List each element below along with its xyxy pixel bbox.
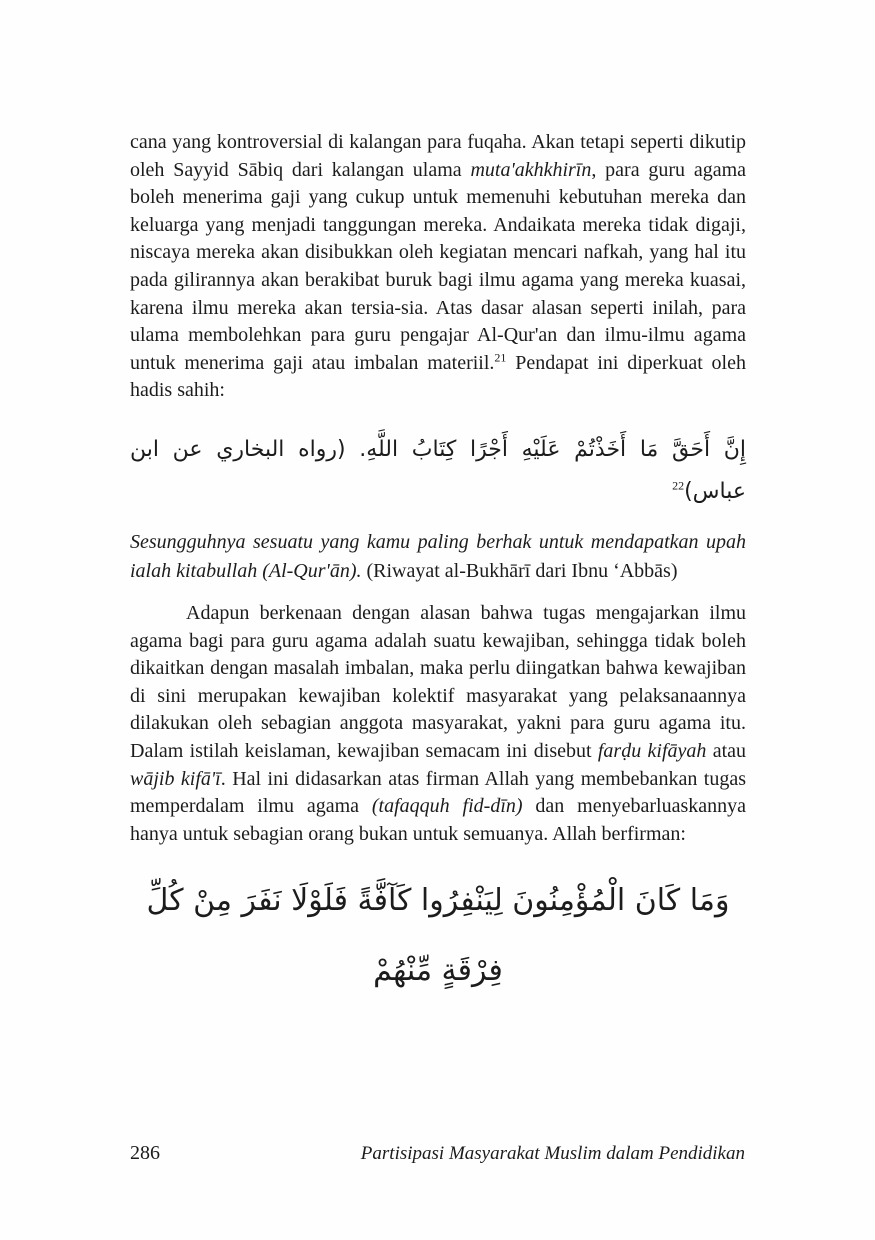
hadith-arabic-line-2-text: عباس) <box>684 478 746 504</box>
paragraph-2 <box>130 600 746 848</box>
hadith-arabic-line-2 <box>130 471 746 513</box>
footnote-ref-21: 21 <box>494 350 507 365</box>
hadith-translation-source: (Riwayat al-Bukhārī dari Ibnu ‘Abbās) <box>361 560 678 583</box>
paragraph-1-text: Pendapat ini diperkuat oleh hadis sahih: <box>130 351 746 402</box>
running-title: Partisipasi Masyarakat Muslim dalam Pendidikan <box>360 1143 745 1164</box>
text-block <box>130 129 746 1006</box>
paragraph-2-text: Adapun berkenaan dengan alasan bahwa tugas mengajarkan ilmu agama bagi para guru agama adalah suatu kewajiban, sehingga tidak boleh dikaitkan dengan masalah imbalan, maka perlu diingatkan bahwa kewajiban di sini merupakan kewajiban kolektif masyarakat yang pelaksanaannya dilakukan oleh sebagian anggota masyarakat, yakni para guru agama itu. Dalam istilah keislaman, kewajiban semacam ini disebut <box>130 601 746 762</box>
paragraph-1-italic-term: muta'akhkhirīn <box>470 158 592 181</box>
paragraph-1 <box>130 129 746 405</box>
hadith-arabic-line-1: إِنَّ أَحَقَّ مَا أَخَذْتُمْ عَلَيْهِ أَجْرًا كِتَابُ اللَّهِ. (رواه البخاري عن ابن <box>130 436 746 462</box>
paragraph-2-text: . Hal ini didasarkan atas firman Allah yang membebankan tugas memperdalam ilmu agama <box>130 767 746 818</box>
hadith-translation <box>130 528 746 587</box>
paragraph-2-text: dan menyebarluaskannya hanya untuk sebagian orang bukan untuk semuanya. Allah berfirman: <box>130 795 746 845</box>
paragraph-2-italic-term: wājib kifā'ī <box>130 767 221 790</box>
footnote-ref-22: 22 <box>672 478 685 493</box>
paragraph-1-text: , para guru agama boleh menerima gaji yang cukup untuk memenuhi kebutuhan mereka dan keluarga yang menjadi tanggungan mereka. Andaikata mereka tidak digaji, niscaya mereka akan disibukkan oleh kegiatan mencari nafkah, yang hal itu pada gilirannya akan berakibat buruk bagi ilmu agama yang mereka kuasai, karena ilmu mereka akan tersia-sia. Atas dasar alasan seperti inilah, para ulama membolehkan para guru pengajar Al-Qur'an dan ilmu-ilmu agama untuk menerima gaji atau imbalan materiil. <box>130 158 747 374</box>
paragraph-2-italic-term: farḍu kifāyah <box>597 739 707 762</box>
hadith-arabic <box>130 429 746 513</box>
paragraph-1-text: cana yang kontroversial di kalangan para fuqaha. Akan tetapi seperti dikutip oleh Sayyid Sābiq dari kalangan ulama <box>130 131 746 181</box>
page-footer <box>130 1142 745 1165</box>
paragraph-2-text: atau <box>706 739 747 762</box>
page-number: 286 <box>130 1142 160 1164</box>
hadith-translation-italic: Sesungguhnya sesuatu yang kamu paling berhak untuk mendapatkan upah ialah kitabullah (Al-Qur'ān). <box>130 530 746 583</box>
quran-verse-arabic: وَمَا كَانَ الْمُؤْمِنُونَ لِيَنْفِرُوا كَآفَّةً فَلَوْلَا نَفَرَ مِنْ كُلِّ فِرْقَةٍ مِّنْهُمْ <box>146 883 730 989</box>
paragraph-2-italic-term: (tafaqquh fid-dīn) <box>371 795 523 818</box>
